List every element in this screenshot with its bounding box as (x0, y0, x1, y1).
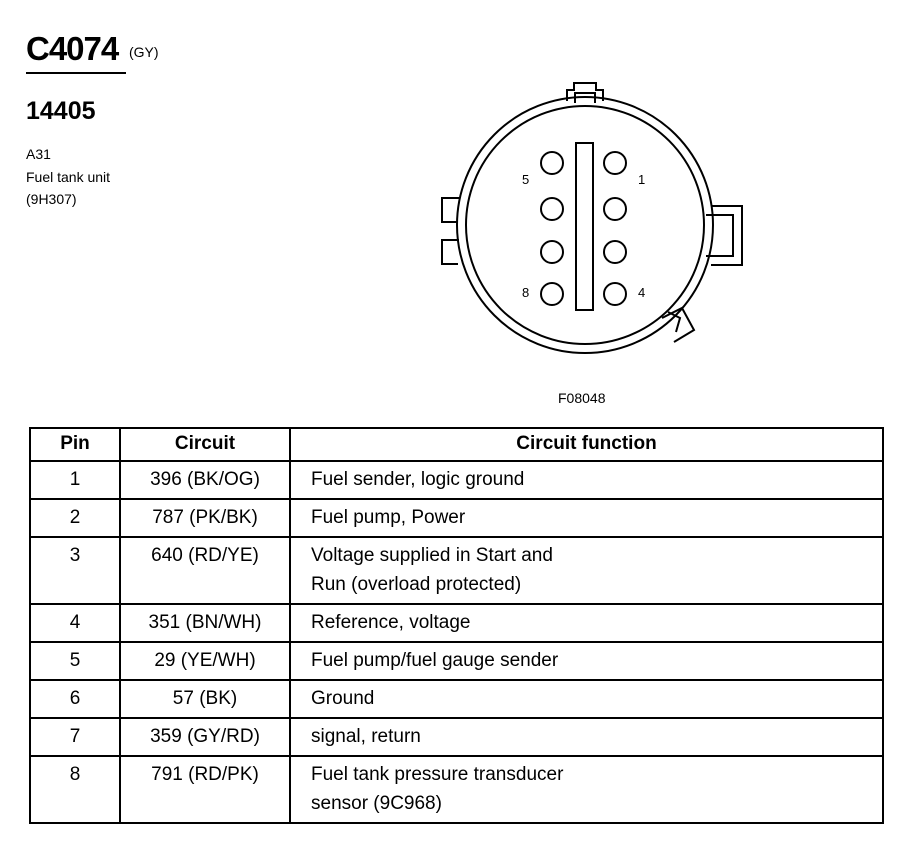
circuit-function-line: Fuel pump, Power (311, 507, 466, 528)
circuit-function-line: Reference, voltage (311, 612, 471, 633)
connector-face-diagram (430, 80, 760, 370)
circuit-id: 359 (GY/RD) (120, 718, 290, 756)
table-row (30, 680, 883, 718)
title-underline (26, 72, 126, 74)
circuit-id: 791 (RD/PK) (120, 756, 290, 823)
circuit-id: 787 (PK/BK) (120, 499, 290, 537)
connector-inner-ring (466, 106, 704, 344)
pin-label-5: 5 (522, 172, 530, 187)
circuit-function-line: Fuel pump/fuel gauge sender (311, 650, 559, 671)
part-number: 14405 (26, 97, 96, 125)
pin-number: 2 (30, 499, 120, 537)
pin-label-4: 4 (638, 285, 646, 300)
pin-label-1: 1 (638, 172, 646, 187)
circuit-function-line: Voltage supplied in Start and (311, 545, 553, 566)
pin-cavity-3 (604, 241, 626, 263)
pin-number: 7 (30, 718, 120, 756)
pin-cavity-1 (604, 152, 626, 174)
circuit-function-line: signal, return (311, 726, 421, 747)
circuit-id: 351 (BN/WH) (120, 604, 290, 642)
left-tab-lower (442, 240, 459, 264)
circuit-function (290, 461, 883, 499)
pin-number: 1 (30, 461, 120, 499)
connector-id: C4074 (26, 30, 119, 67)
table-row (30, 756, 883, 823)
circuit-function-line: Ground (311, 688, 375, 709)
circuit-function (290, 499, 883, 537)
pin-label-8: 8 (522, 285, 530, 300)
center-divider (576, 143, 593, 310)
pin-cavity-7 (541, 241, 563, 263)
circuit-id: 29 (YE/WH) (120, 642, 290, 680)
table-row (30, 537, 883, 604)
component-name: Fuel tank unit (26, 169, 111, 185)
pin-cavity-2 (604, 198, 626, 220)
pin-cavity-4 (604, 283, 626, 305)
connector-color: (GY) (129, 44, 159, 60)
table-row (30, 642, 883, 680)
circuit-id: 396 (BK/OG) (120, 461, 290, 499)
circuit-function (290, 718, 883, 756)
circuit-function-line: Fuel tank pressure transducer (311, 764, 564, 785)
circuit-function (290, 680, 883, 718)
table-row (30, 604, 883, 642)
circuit-id: 57 (BK) (120, 680, 290, 718)
component-part: (9H307) (26, 191, 77, 207)
circuit-function-line: sensor (9C968) (311, 793, 442, 814)
circuit-id: 640 (RD/YE) (120, 537, 290, 604)
circuit-function-line: Fuel sender, logic ground (311, 469, 525, 490)
header-circuit-function: Circuit function (290, 428, 883, 461)
pin-cavity-5 (541, 152, 563, 174)
pin-cavity-6 (541, 198, 563, 220)
circuit-function (290, 537, 883, 604)
pin-cavity-8 (541, 283, 563, 305)
pin-number: 5 (30, 642, 120, 680)
header-pin: Pin (30, 428, 120, 461)
location-code: A31 (26, 146, 51, 162)
table-row (30, 461, 883, 499)
header-circuit: Circuit (120, 428, 290, 461)
table-header-row (30, 428, 883, 461)
pin-number: 3 (30, 537, 120, 604)
figure-reference: F08048 (558, 390, 606, 406)
table-row (30, 718, 883, 756)
circuit-function (290, 642, 883, 680)
circuit-function (290, 756, 883, 823)
pin-number: 6 (30, 680, 120, 718)
pin-table (29, 427, 884, 824)
circuit-function (290, 604, 883, 642)
table-row (30, 499, 883, 537)
circuit-function-line: Run (overload protected) (311, 574, 522, 595)
pin-number: 4 (30, 604, 120, 642)
pin-number: 8 (30, 756, 120, 823)
